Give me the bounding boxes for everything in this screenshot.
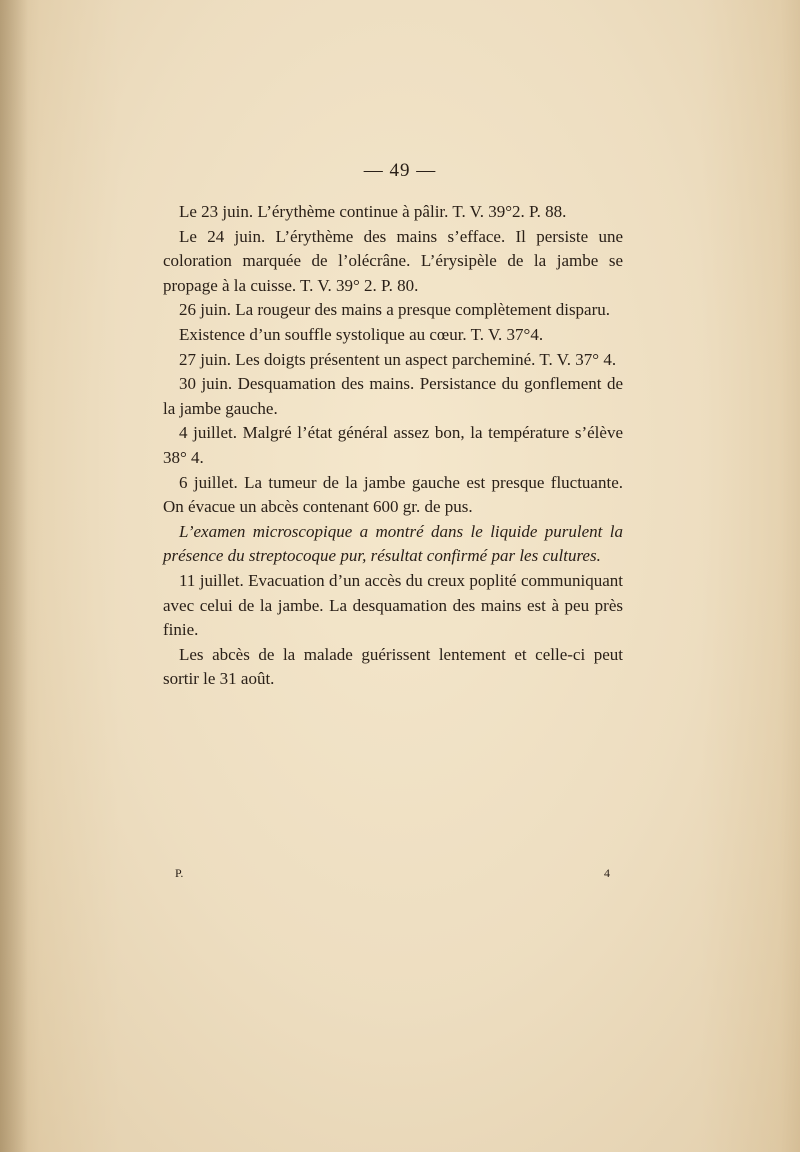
text-body (163, 200, 623, 692)
paragraph-microscopic-exam: L’examen microscopique a montré dans le liquide purulent la présence du streptocoque pur, résultat confirmé par les cultures. (163, 521, 623, 566)
paragraph-june-24: Le 24 juin. L’érythème des mains s’efface. Il persiste une coloration marquée de l’olécrâne. L’érysipèle de la jambe se propage à la cuisse. T. V. 39° 2. P. 80. (163, 226, 623, 295)
paragraph-june-30: 30 juin. Desquamation des mains. Persistance du gonflement de la jambe gauche. (163, 374, 623, 418)
paragraph-june-27: 27 juin. Les doigts présentent un aspect parcheminé. T. V. 37° 4. (179, 349, 617, 369)
paragraph-july-6: 6 juillet. La tumeur de la jambe gauche est presque fluctuante. On évacue un abcès contenant 600 gr. de pus. (163, 472, 623, 517)
signature-left: P. (175, 866, 184, 880)
paragraph-july-11: 11 juillet. Evacuation d’un accès du creux poplité communiquant avec celui de la jambe. La desquamation des mains est à peu près finie. (163, 570, 623, 640)
signature-right: 4 (604, 866, 610, 880)
paragraph-july-4: 4 juillet. Malgré l’état général assez bon, la température s’élève 38° 4. (163, 423, 623, 467)
paragraph-june-23: Le 23 juin. L’érythème continue à pâlir. T. V. 39°2. P. 88. (179, 202, 567, 221)
page-number: — 49 — (363, 160, 437, 181)
paragraph-june-26: 26 juin. La rougeur des mains a presque complètement disparu. (179, 300, 611, 320)
paragraph-discharge: Les abcès de la malade guérissent lentement et celle-ci peut sortir le 31 août. (163, 644, 623, 689)
printer-signature (175, 866, 610, 881)
paragraph-systolic-murmur: Existence d’un souffle systolique au cœur. T. V. 37°4. (179, 324, 544, 344)
